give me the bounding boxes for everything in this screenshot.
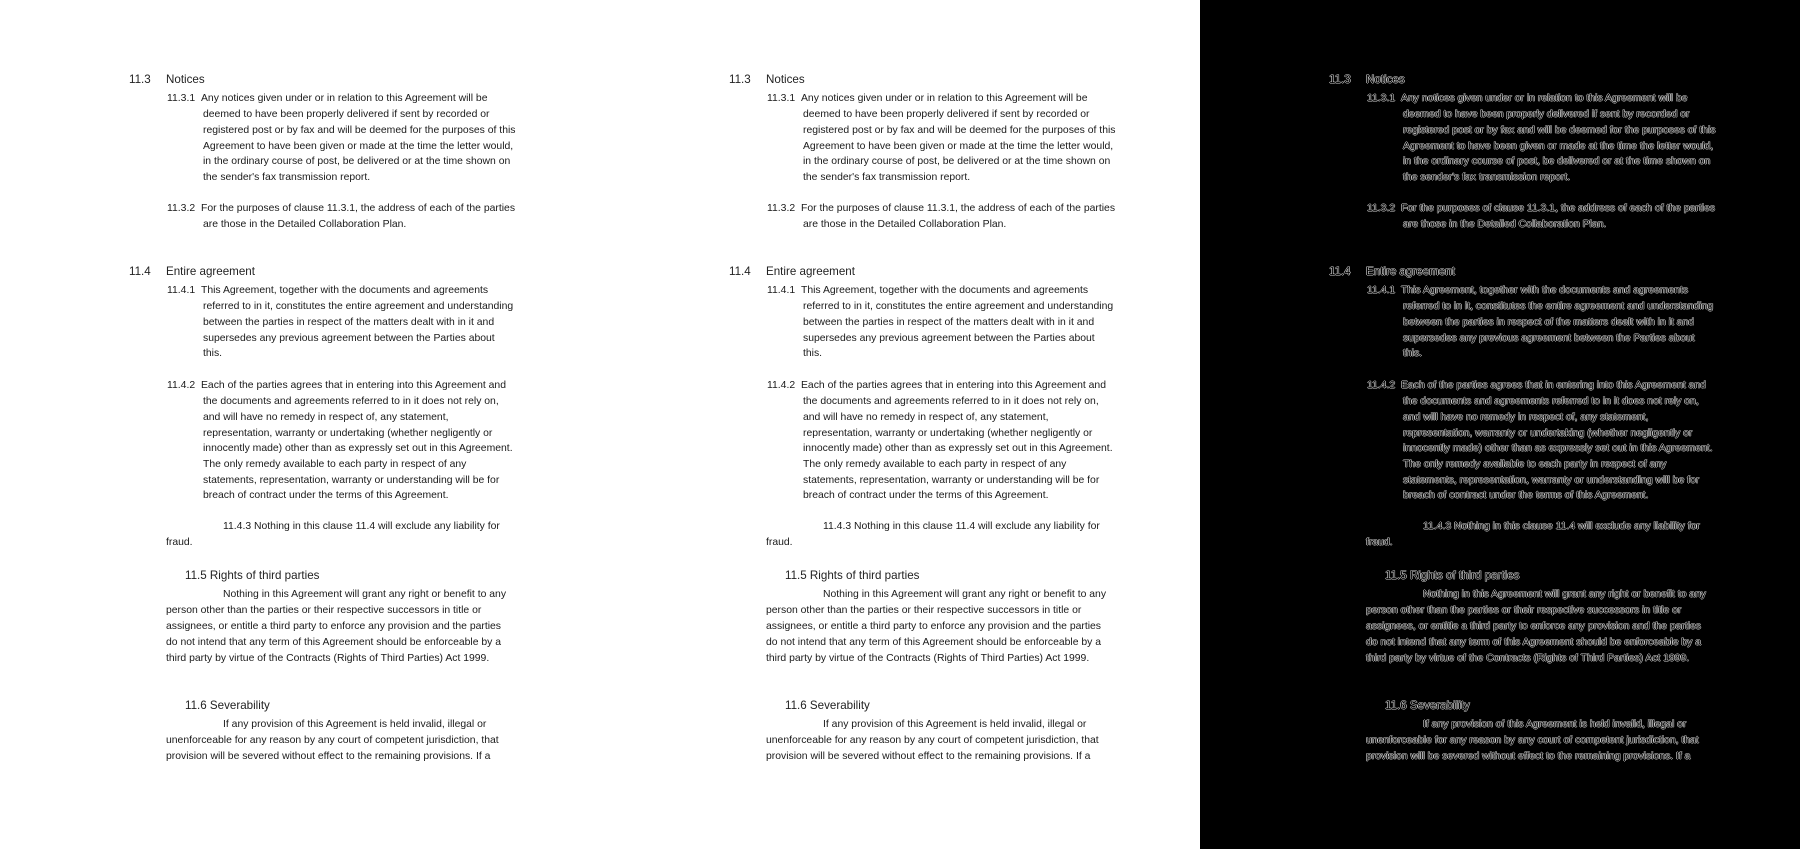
- clause-line: deemed to have been properly delivered if sent by recorded or: [1403, 109, 1690, 120]
- section-title: Entire agreement: [766, 265, 855, 278]
- clause-number: 11.4.1: [167, 285, 196, 296]
- paragraph-line: do not intend that any term of this Agreement should be enforceable by a: [166, 637, 502, 648]
- clause-line: Any notices given under or in relation to this Agreement will be: [201, 93, 488, 104]
- paragraph-line: person other than the parties or their respective successors in title or: [1366, 605, 1682, 616]
- clause-line: and will have no remedy in respect of, any statement,: [203, 412, 449, 423]
- paragraph-line: If any provision of this Agreement is held invalid, illegal or: [1423, 719, 1687, 730]
- clause-number: 11.3.2: [767, 203, 796, 214]
- clause-number: 11.3.1: [167, 93, 196, 104]
- clause-line: fraud.: [766, 537, 793, 548]
- clause-number: 11.4.2: [767, 380, 796, 391]
- clause-line: This Agreement, together with the documents and agreements: [1401, 285, 1689, 296]
- document-page: [600, 0, 1200, 849]
- section-heading: 11.5 Rights of third parties: [1385, 569, 1520, 582]
- page-duplicate: [600, 0, 1200, 849]
- clause-line: Any notices given under or in relation to this Agreement will be: [801, 93, 1088, 104]
- clause-line: the documents and agreements referred to in it does not rely on,: [203, 396, 499, 407]
- clause-line: The only remedy available to each party in respect of any: [203, 459, 467, 470]
- clause-line: statements, representation, warranty or understanding will be for: [803, 475, 1100, 486]
- clause-line: referred to in it, constitutes the entire agreement and understanding: [803, 301, 1114, 312]
- clause-line: statements, representation, warranty or understanding will be for: [1403, 475, 1700, 486]
- clause-line: The only remedy available to each party in respect of any: [803, 459, 1067, 470]
- clause-line: breach of contract under the terms of this Agreement.: [1403, 490, 1649, 501]
- paragraph-line: unenforceable for any reason by any court of competent jurisdiction, that: [1366, 735, 1699, 746]
- clause-line: statements, representation, warranty or understanding will be for: [203, 475, 500, 486]
- paragraph-line: third party by virtue of the Contracts (Rights of Third Parties) Act 1999.: [166, 653, 490, 664]
- clause-line: between the parties in respect of the matters dealt with in it and: [1403, 317, 1695, 328]
- clause-line: in the ordinary course of post, be delivered or at the time shown on: [1403, 156, 1711, 167]
- clause-line: representation, warranty or undertaking (whether negligently or: [1403, 428, 1693, 439]
- clause-line: Agreement to have been given or made at the time the letter would,: [1403, 141, 1714, 152]
- clause-line: are those in the Detailed Collaboration Plan.: [203, 219, 407, 230]
- clause-line: registered post or by fax and will be deemed for the purposes of this: [1403, 125, 1716, 136]
- clause-line: the sender's fax transmission report.: [1403, 172, 1571, 183]
- clause-line: This Agreement, together with the documents and agreements: [201, 285, 489, 296]
- clause-line: this.: [203, 348, 223, 359]
- section-number: 11.4: [729, 265, 751, 278]
- clause-line: and will have no remedy in respect of, any statement,: [803, 412, 1049, 423]
- clause-line: fraud.: [166, 537, 193, 548]
- clause-line: deemed to have been properly delivered if sent by recorded or: [803, 109, 1090, 120]
- clause-line: the sender's fax transmission report.: [803, 172, 971, 183]
- section-title: Notices: [766, 73, 805, 86]
- clause-line: deemed to have been properly delivered if sent by recorded or: [203, 109, 490, 120]
- paragraph-line: unenforceable for any reason by any court of competent jurisdiction, that: [766, 735, 1099, 746]
- document-page: [1200, 0, 1800, 849]
- paragraph-line: If any provision of this Agreement is held invalid, illegal or: [823, 719, 1087, 730]
- paragraph-line: third party by virtue of the Contracts (Rights of Third Parties) Act 1999.: [766, 653, 1090, 664]
- clause-number: 11.3.2: [1367, 203, 1396, 214]
- clause-line: breach of contract under the terms of this Agreement.: [203, 490, 449, 501]
- clause-line: between the parties in respect of the matters dealt with in it and: [803, 317, 1095, 328]
- clause-line: 11.4.3 Nothing in this clause 11.4 will exclude any liability for: [1423, 521, 1700, 532]
- clause-line: For the purposes of clause 11.3.1, the address of each of the parties: [1401, 203, 1716, 214]
- clause-line: registered post or by fax and will be deemed for the purposes of this: [203, 125, 516, 136]
- clause-line: Each of the parties agrees that in entering into this Agreement and: [801, 380, 1106, 391]
- clause-line: breach of contract under the terms of this Agreement.: [803, 490, 1049, 501]
- clause-line: For the purposes of clause 11.3.1, the address of each of the parties: [201, 203, 516, 214]
- clause-line: innocently made) other than as expressly set out in this Agreement.: [1403, 443, 1713, 454]
- paragraph-line: third party by virtue of the Contracts (Rights of Third Parties) Act 1999.: [1366, 653, 1690, 664]
- section-title: Entire agreement: [166, 265, 255, 278]
- clause-line: the sender's fax transmission report.: [203, 172, 371, 183]
- page-edge-detected: [1200, 0, 1800, 849]
- clause-line: are those in the Detailed Collaboration Plan.: [803, 219, 1007, 230]
- paragraph-line: assignees, or entitle a third party to enforce any provision and the parties: [166, 621, 502, 632]
- clause-line: 11.4.3 Nothing in this clause 11.4 will exclude any liability for: [223, 521, 500, 532]
- document-page: [0, 0, 600, 849]
- section-number: 11.3: [129, 73, 151, 86]
- clause-line: supersedes any previous agreement between the Parties about: [1403, 333, 1695, 344]
- clause-line: Agreement to have been given or made at the time the letter would,: [203, 141, 514, 152]
- clause-line: supersedes any previous agreement between the Parties about: [203, 333, 495, 344]
- section-number: 11.3: [729, 73, 751, 86]
- paragraph-line: Nothing in this Agreement will grant any right or benefit to any: [823, 589, 1107, 600]
- paragraph-line: do not intend that any term of this Agreement should be enforceable by a: [766, 637, 1102, 648]
- clause-line: between the parties in respect of the matters dealt with in it and: [203, 317, 495, 328]
- clause-line: representation, warranty or undertaking (whether negligently or: [803, 428, 1093, 439]
- clause-line: supersedes any previous agreement between the Parties about: [803, 333, 1095, 344]
- clause-number: 11.3.1: [1367, 93, 1396, 104]
- paragraph-line: assignees, or entitle a third party to enforce any provision and the parties: [766, 621, 1102, 632]
- paragraph-line: unenforceable for any reason by any court of competent jurisdiction, that: [166, 735, 499, 746]
- clause-number: 11.4.1: [767, 285, 796, 296]
- clause-line: For the purposes of clause 11.3.1, the address of each of the parties: [801, 203, 1116, 214]
- clause-line: 11.4.3 Nothing in this clause 11.4 will exclude any liability for: [823, 521, 1100, 532]
- clause-line: and will have no remedy in respect of, any statement,: [1403, 412, 1649, 423]
- section-heading: 11.5 Rights of third parties: [185, 569, 320, 582]
- clause-line: Each of the parties agrees that in entering into this Agreement and: [201, 380, 506, 391]
- paragraph-line: person other than the parties or their respective successors in title or: [766, 605, 1082, 616]
- clause-line: representation, warranty or undertaking (whether negligently or: [203, 428, 493, 439]
- section-heading: 11.5 Rights of third parties: [785, 569, 920, 582]
- clause-line: Agreement to have been given or made at the time the letter would,: [803, 141, 1114, 152]
- section-number: 11.4: [1329, 265, 1351, 278]
- clause-line: this.: [1403, 348, 1423, 359]
- paragraph-line: provision will be severed without effect to the remaining provisions. If a: [166, 751, 491, 762]
- paragraph-line: assignees, or entitle a third party to enforce any provision and the parties: [1366, 621, 1702, 632]
- clause-number: 11.4.1: [1367, 285, 1396, 296]
- section-title: Notices: [1366, 73, 1405, 86]
- section-heading: 11.6 Severability: [1385, 699, 1470, 712]
- clause-line: Each of the parties agrees that in entering into this Agreement and: [1401, 380, 1706, 391]
- paragraph-line: Nothing in this Agreement will grant any right or benefit to any: [223, 589, 507, 600]
- clause-line: referred to in it, constitutes the entire agreement and understanding: [1403, 301, 1714, 312]
- clause-line: registered post or by fax and will be deemed for the purposes of this: [803, 125, 1116, 136]
- section-number: 11.4: [129, 265, 151, 278]
- clause-line: Any notices given under or in relation to this Agreement will be: [1401, 93, 1688, 104]
- paragraph-line: do not intend that any term of this Agreement should be enforceable by a: [1366, 637, 1702, 648]
- clause-line: the documents and agreements referred to in it does not rely on,: [803, 396, 1099, 407]
- clause-line: the documents and agreements referred to in it does not rely on,: [1403, 396, 1699, 407]
- clause-line: This Agreement, together with the documents and agreements: [801, 285, 1089, 296]
- paragraph-line: Nothing in this Agreement will grant any right or benefit to any: [1423, 589, 1707, 600]
- paragraph-line: person other than the parties or their respective successors in title or: [166, 605, 482, 616]
- clause-line: in the ordinary course of post, be delivered or at the time shown on: [803, 156, 1111, 167]
- clause-number: 11.4.2: [167, 380, 196, 391]
- paragraph-line: provision will be severed without effect to the remaining provisions. If a: [766, 751, 1091, 762]
- section-title: Notices: [166, 73, 205, 86]
- clause-number: 11.3.1: [767, 93, 796, 104]
- clause-line: this.: [803, 348, 823, 359]
- clause-line: referred to in it, constitutes the entire agreement and understanding: [203, 301, 514, 312]
- section-heading: 11.6 Severability: [785, 699, 870, 712]
- clause-line: innocently made) other than as expressly set out in this Agreement.: [803, 443, 1113, 454]
- clause-line: are those in the Detailed Collaboration Plan.: [1403, 219, 1607, 230]
- clause-number: 11.4.2: [1367, 380, 1396, 391]
- page-original: [0, 0, 600, 849]
- section-heading: 11.6 Severability: [185, 699, 270, 712]
- paragraph-line: provision will be severed without effect to the remaining provisions. If a: [1366, 751, 1691, 762]
- clause-line: innocently made) other than as expressly set out in this Agreement.: [203, 443, 513, 454]
- clause-line: The only remedy available to each party in respect of any: [1403, 459, 1667, 470]
- clause-number: 11.3.2: [167, 203, 196, 214]
- section-number: 11.3: [1329, 73, 1351, 86]
- paragraph-line: If any provision of this Agreement is held invalid, illegal or: [223, 719, 487, 730]
- clause-line: in the ordinary course of post, be delivered or at the time shown on: [203, 156, 511, 167]
- clause-line: fraud.: [1366, 537, 1393, 548]
- section-title: Entire agreement: [1366, 265, 1455, 278]
